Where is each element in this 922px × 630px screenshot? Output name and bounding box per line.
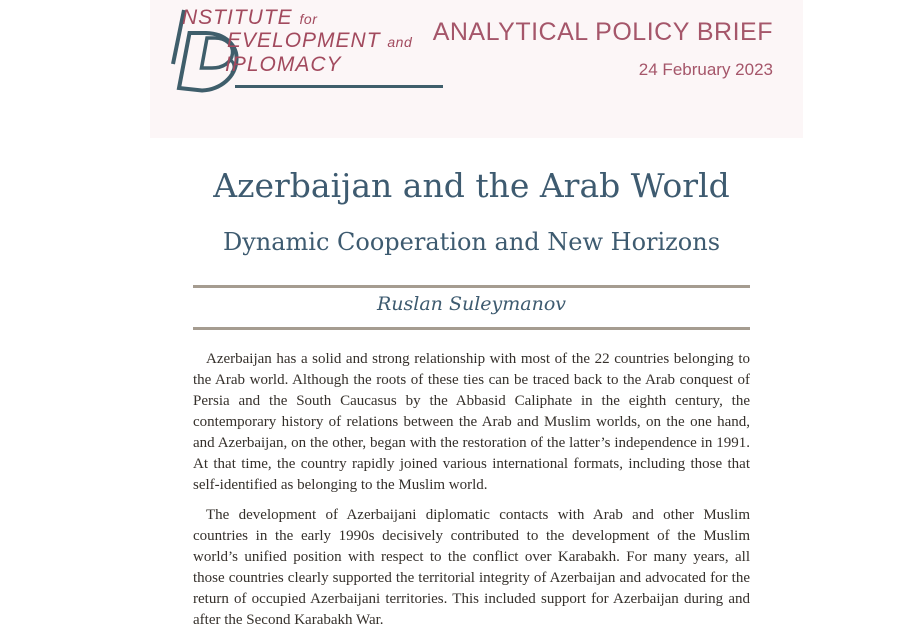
logo-word-and: and (387, 34, 413, 50)
brief-type-label: ANALYTICAL POLICY BRIEF (432, 18, 773, 46)
logo-word-diplomacy: IPLOMACY (225, 53, 342, 76)
logo-word-institute: NSTITUTE (182, 6, 293, 29)
logo-text-line-development (227, 30, 412, 53)
article-title: Azerbaijan and the Arab World (213, 166, 730, 205)
article-author: Ruslan Suleymanov (376, 293, 567, 315)
logo-underline (235, 85, 443, 88)
article-subtitle: Dynamic Cooperation and New Horizons (222, 228, 721, 256)
logo-text-line-diplomacy (225, 54, 342, 76)
article-body (193, 349, 750, 630)
header-band (150, 0, 803, 138)
institute-logo (158, 0, 458, 100)
logo-word-for: for (299, 11, 318, 27)
author-divider-top (193, 285, 750, 288)
paragraph-2: The development of Azerbaijani diplomatic contacts with Arab and other Muslim countries in the early 1990s decisively contributed to the development of the Muslim world’s unified position with respect to the conflict over Karabakh. For many years, all those countries clearly supported the territorial integrity of Azerbaijan and advocated for the return of occupied Azerbaijani territories. This included support for Azerbaijan during and after the Second Karabakh War. (193, 507, 750, 628)
author-divider-bottom (193, 327, 750, 330)
paragraph-1: Azerbaijan has a solid and strong relationship with most of the 22 countries belonging to the Arab world. Although the roots of these ties can be traced back to the Arab conquest of Persia and the South Caucasus by the Abbasid Caliphate in the eighth century, the contemporary history of relations between the Arab and Muslim worlds, on the one hand, and Azerbaijan, on the other, began with the restoration of the latter’s independence in 1991. At that time, the country rapidly joined various international formats, including those that self-identified as belonging to the Muslim world. (193, 351, 750, 493)
logo-text-line-institute (182, 7, 317, 30)
brief-date: 24 February 2023 (638, 60, 773, 79)
logo-word-development: EVELOPMENT (227, 29, 381, 52)
